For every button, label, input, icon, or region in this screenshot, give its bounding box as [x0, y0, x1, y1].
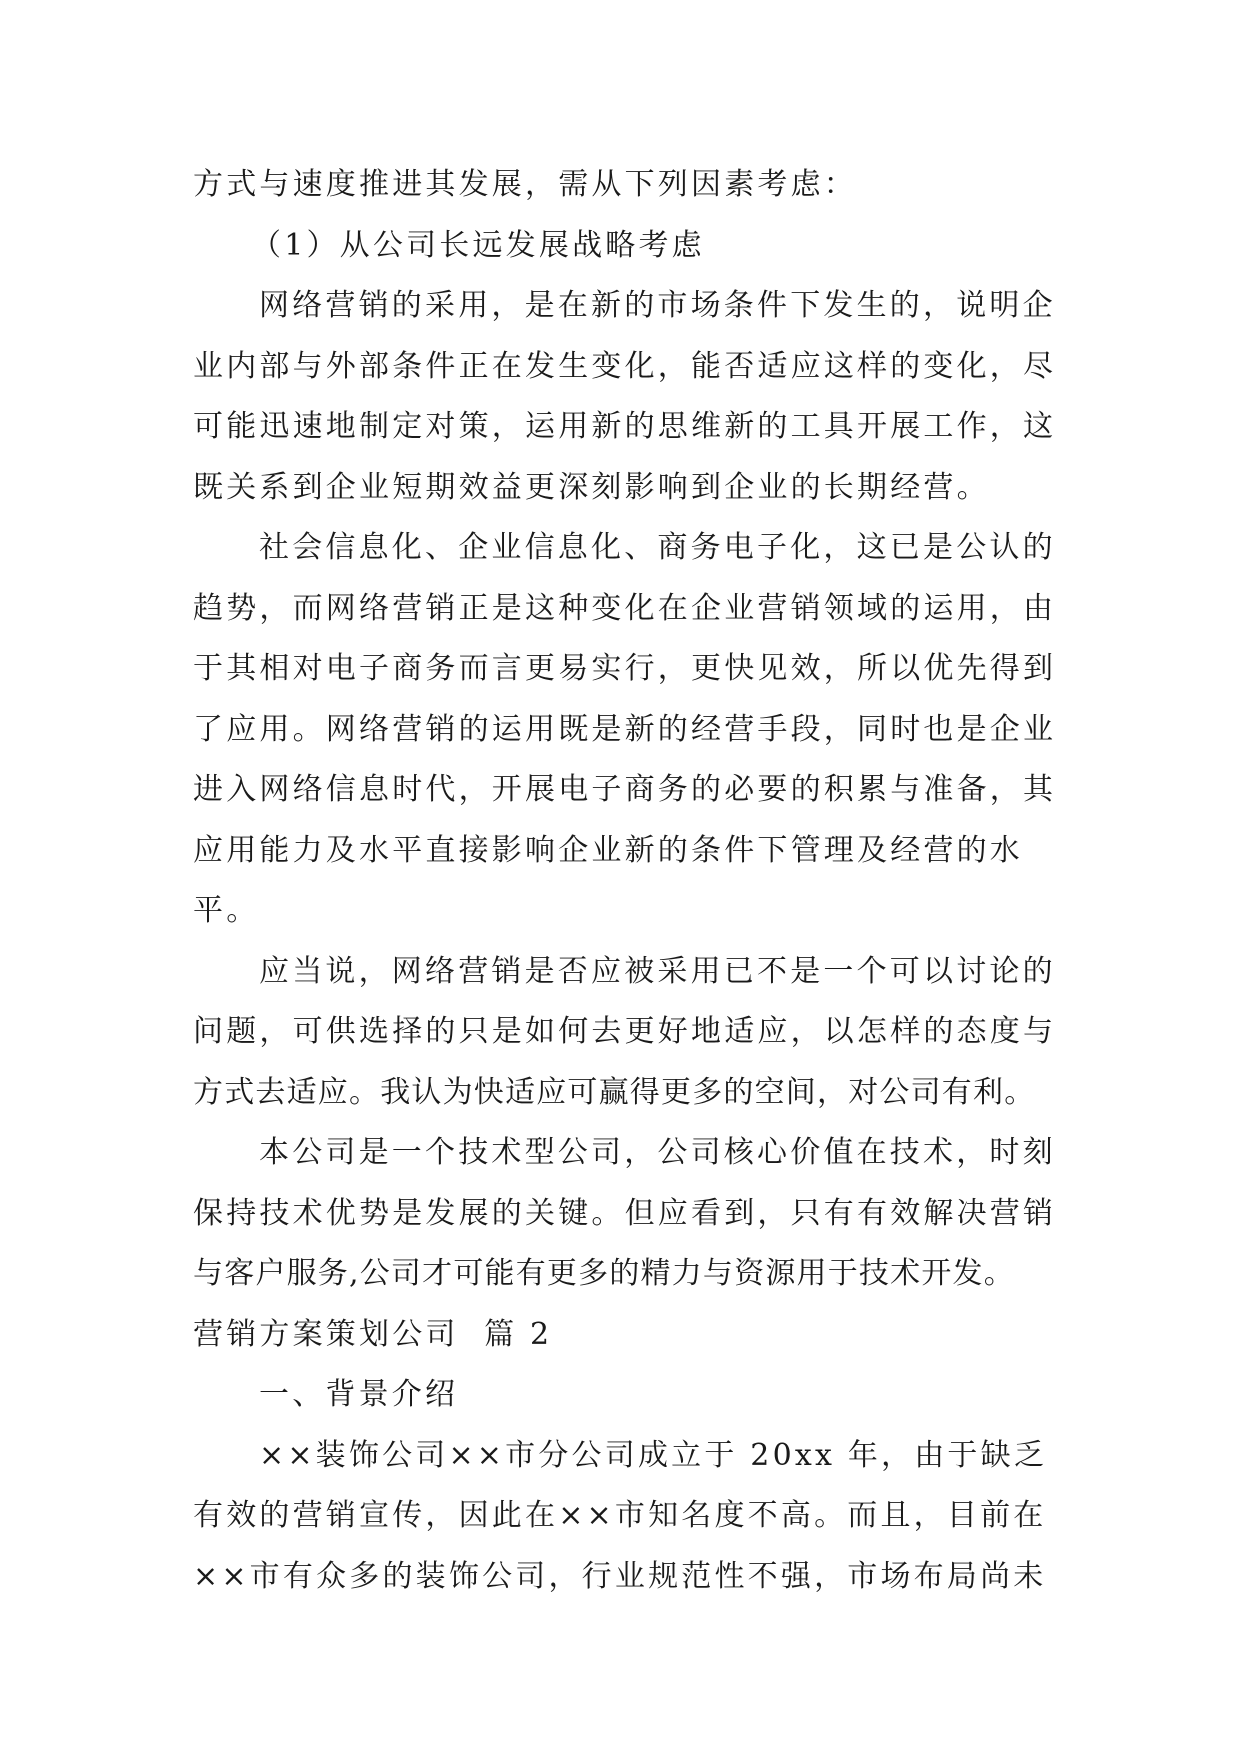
paragraph-start: 社会信息化、企业信息化、商务电子化，这已是公认的	[259, 530, 1056, 565]
section-title: 营销方案策划公司 篇 2	[193, 1316, 553, 1352]
text-line: 方式去适应。我认为快适应可赢得更多的空间，对公司有利。	[193, 1074, 1036, 1110]
text-line: 有效的营销宣传，因此在××市知名度不高。而且，目前在	[193, 1498, 1047, 1533]
text-line: 可能迅速地制定对策，运用新的思维新的工具开展工作，这	[193, 409, 1057, 444]
paragraph-start: ××装饰公司××市分公司成立于 20xx 年，由于缺乏	[259, 1437, 1048, 1473]
text-line: 平。	[193, 893, 260, 928]
text-line: 进入网络信息时代，开展电子商务的必要的积累与准备，其	[193, 772, 1057, 807]
text-line: 方式与速度推进其发展，需从下列因素考虑：	[193, 167, 857, 202]
subheading: （1）从公司长远发展战略考虑	[251, 227, 705, 263]
text-line: 问题，可供选择的只是如何去更好地适应，以怎样的态度与	[193, 1014, 1057, 1049]
section-heading: 一、背景介绍	[259, 1377, 459, 1412]
text-line: 趋势，而网络营销正是这种变化在企业营销领域的运用，由	[193, 590, 1057, 626]
text-line: 于其相对电子商务而言更易实行，更快见效，所以优先得到	[193, 651, 1057, 686]
text-line: 既关系到企业短期效益更深刻影响到企业的长期经营。	[193, 469, 990, 505]
text-line: 业内部与外部条件正在发生变化，能否适应这样的变化，尽	[193, 348, 1057, 384]
text-line: 了应用。网络营销的运用既是新的经营手段，同时也是企业	[193, 711, 1057, 747]
document-body	[193, 155, 1057, 1607]
text-line: ××市有众多的装饰公司，行业规范性不强，市场布局尚未	[193, 1558, 1047, 1594]
paragraph-start: 本公司是一个技术型公司，公司核心价值在技术，时刻	[259, 1135, 1056, 1170]
paragraph-start: 网络营销的采用，是在新的市场条件下发生的，说明企	[259, 288, 1056, 323]
paragraph-start: 应当说，网络营销是否应被采用已不是一个可以讨论的	[259, 953, 1056, 989]
text-line: 应用能力及水平直接影响企业新的条件下管理及经营的水	[193, 832, 1023, 868]
text-line: 保持技术优势是发展的关键。但应看到，只有有效解决营销	[193, 1195, 1057, 1231]
text-line: 与客户服务,公司才可能有更多的精力与资源用于技术开发。	[193, 1256, 1015, 1291]
